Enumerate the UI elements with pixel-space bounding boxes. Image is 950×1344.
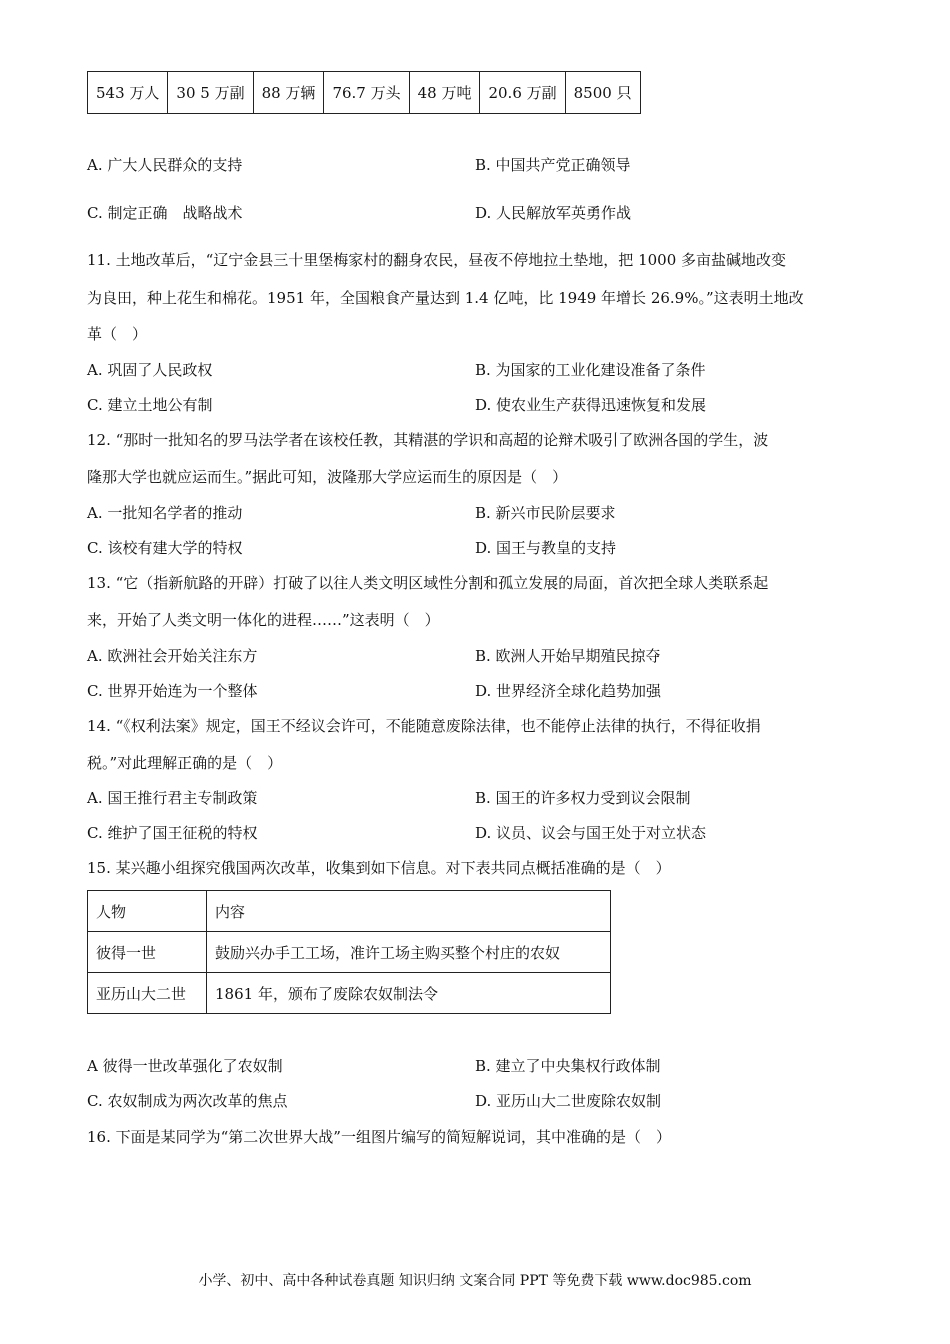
table-header-cell: 人物	[88, 891, 207, 932]
statistics-table	[87, 71, 641, 114]
q15-option-a: A 彼得一世改革强化了农奴制	[87, 1057, 283, 1075]
q11-option-a: A. 巩固了人民政权	[87, 361, 213, 379]
q15-option-c: C. 农奴制成为两次改革的焦点	[87, 1092, 288, 1110]
q14-stem-line: 税。”对此理解正确的是（ ）	[87, 754, 283, 772]
q10-option-d: D. 人民解放军英勇作战	[475, 204, 632, 222]
reform-table	[87, 890, 611, 1014]
q12-stem-line: 隆那大学也就应运而生。”据此可知，波隆那大学应运而生的原因是（ ）	[87, 468, 568, 486]
table-cell: 88 万辆	[253, 72, 324, 114]
q11-option-b: B. 为国家的工业化建设准备了条件	[475, 361, 706, 379]
q15-option-b: B. 建立了中央集权行政体制	[475, 1057, 661, 1075]
table-header-cell: 内容	[207, 891, 611, 932]
table-header-row	[88, 891, 611, 932]
table-row	[88, 973, 611, 1014]
q14-option-d: D. 议员、议会与国王处于对立状态	[475, 824, 707, 842]
table-cell: 亚历山大二世	[88, 973, 207, 1014]
q13-stem-line: 来，开始了人类文明一体化的进程……”这表明（ ）	[87, 611, 440, 629]
q13-stem-line: 13. “它（指新航路的开辟）打破了以往人类文明区域性分割和孤立发展的局面，首次把全球人类联系起	[87, 574, 769, 592]
page-footer: 小学、初中、高中各种试卷真题 知识归纳 文案合同 PPT 等免费下载 www.doc985.com	[198, 1273, 752, 1289]
q15-option-d: D. 亚历山大二世废除农奴制	[475, 1092, 662, 1110]
q11-option-d: D. 使农业生产获得迅速恢复和发展	[475, 396, 707, 414]
q10-option-b: B. 中国共产党正确领导	[475, 156, 631, 174]
q13-option-b: B. 欧洲人开始早期殖民掠夺	[475, 647, 661, 665]
q12-option-b: B. 新兴市民阶层要求	[475, 504, 616, 522]
table-cell: 鼓励兴办手工工场，准许工场主购买整个村庄的农奴	[207, 932, 611, 973]
table-cell: 76.7 万头	[324, 72, 409, 114]
table-cell: 30 5 万副	[168, 72, 253, 114]
q15-stem: 15. 某兴趣小组探究俄国两次改革，收集到如下信息。对下表共同点概括准确的是（ ）	[87, 859, 671, 877]
table-cell: 543 万人	[88, 72, 168, 114]
table-cell: 48 万吨	[409, 72, 480, 114]
q13-option-a: A. 欧洲社会开始关注东方	[87, 647, 258, 665]
q12-option-d: D. 国王与教皇的支持	[475, 539, 617, 557]
table-cell: 8500 只	[565, 72, 640, 114]
q11-stem-line: 11. 土地改革后，“辽宁金县三十里堡梅家村的翻身农民，昼夜不停地拉土垫地，把 1000 多亩盐碱地改变	[87, 251, 787, 269]
q14-option-b: B. 国王的许多权力受到议会限制	[475, 789, 691, 807]
q10-option-c: C. 制定正确 战略战术	[87, 204, 243, 222]
q10-option-a: A. 广大人民群众的支持	[87, 156, 243, 174]
q14-stem-line: 14. “《权利法案》规定，国王不经议会许可，不能随意废除法律，也不能停止法律的执行，不得征收捐	[87, 717, 761, 735]
q16-stem: 16. 下面是某同学为“第二次世界大战”一组图片编写的简短解说词，其中准确的是（ ）	[87, 1128, 671, 1146]
table-row	[88, 932, 611, 973]
q12-option-a: A. 一批知名学者的推动	[87, 504, 243, 522]
table-row	[88, 72, 641, 114]
q12-option-c: C. 该校有建大学的特权	[87, 539, 243, 557]
q13-option-d: D. 世界经济全球化趋势加强	[475, 682, 662, 700]
table-cell: 1861 年，颁布了废除农奴制法令	[207, 973, 611, 1014]
q14-option-c: C. 维护了国王征税的特权	[87, 824, 258, 842]
q13-option-c: C. 世界开始连为一个整体	[87, 682, 258, 700]
q11-stem-line: 为良田，种上花生和棉花。1951 年，全国粮食产量达到 1.4 亿吨，比 1949 年增长 26.9%。”这表明土地改	[87, 289, 804, 307]
table-cell: 20.6 万副	[480, 72, 565, 114]
q12-stem-line: 12. “那时一批知名的罗马法学者在该校任教，其精湛的学识和高超的论辩术吸引了欧洲各国的学生，波	[87, 431, 769, 449]
table-cell: 彼得一世	[88, 932, 207, 973]
q11-option-c: C. 建立土地公有制	[87, 396, 213, 414]
q14-option-a: A. 国王推行君主专制政策	[87, 789, 258, 807]
q11-stem-line: 革（ ）	[87, 325, 148, 343]
